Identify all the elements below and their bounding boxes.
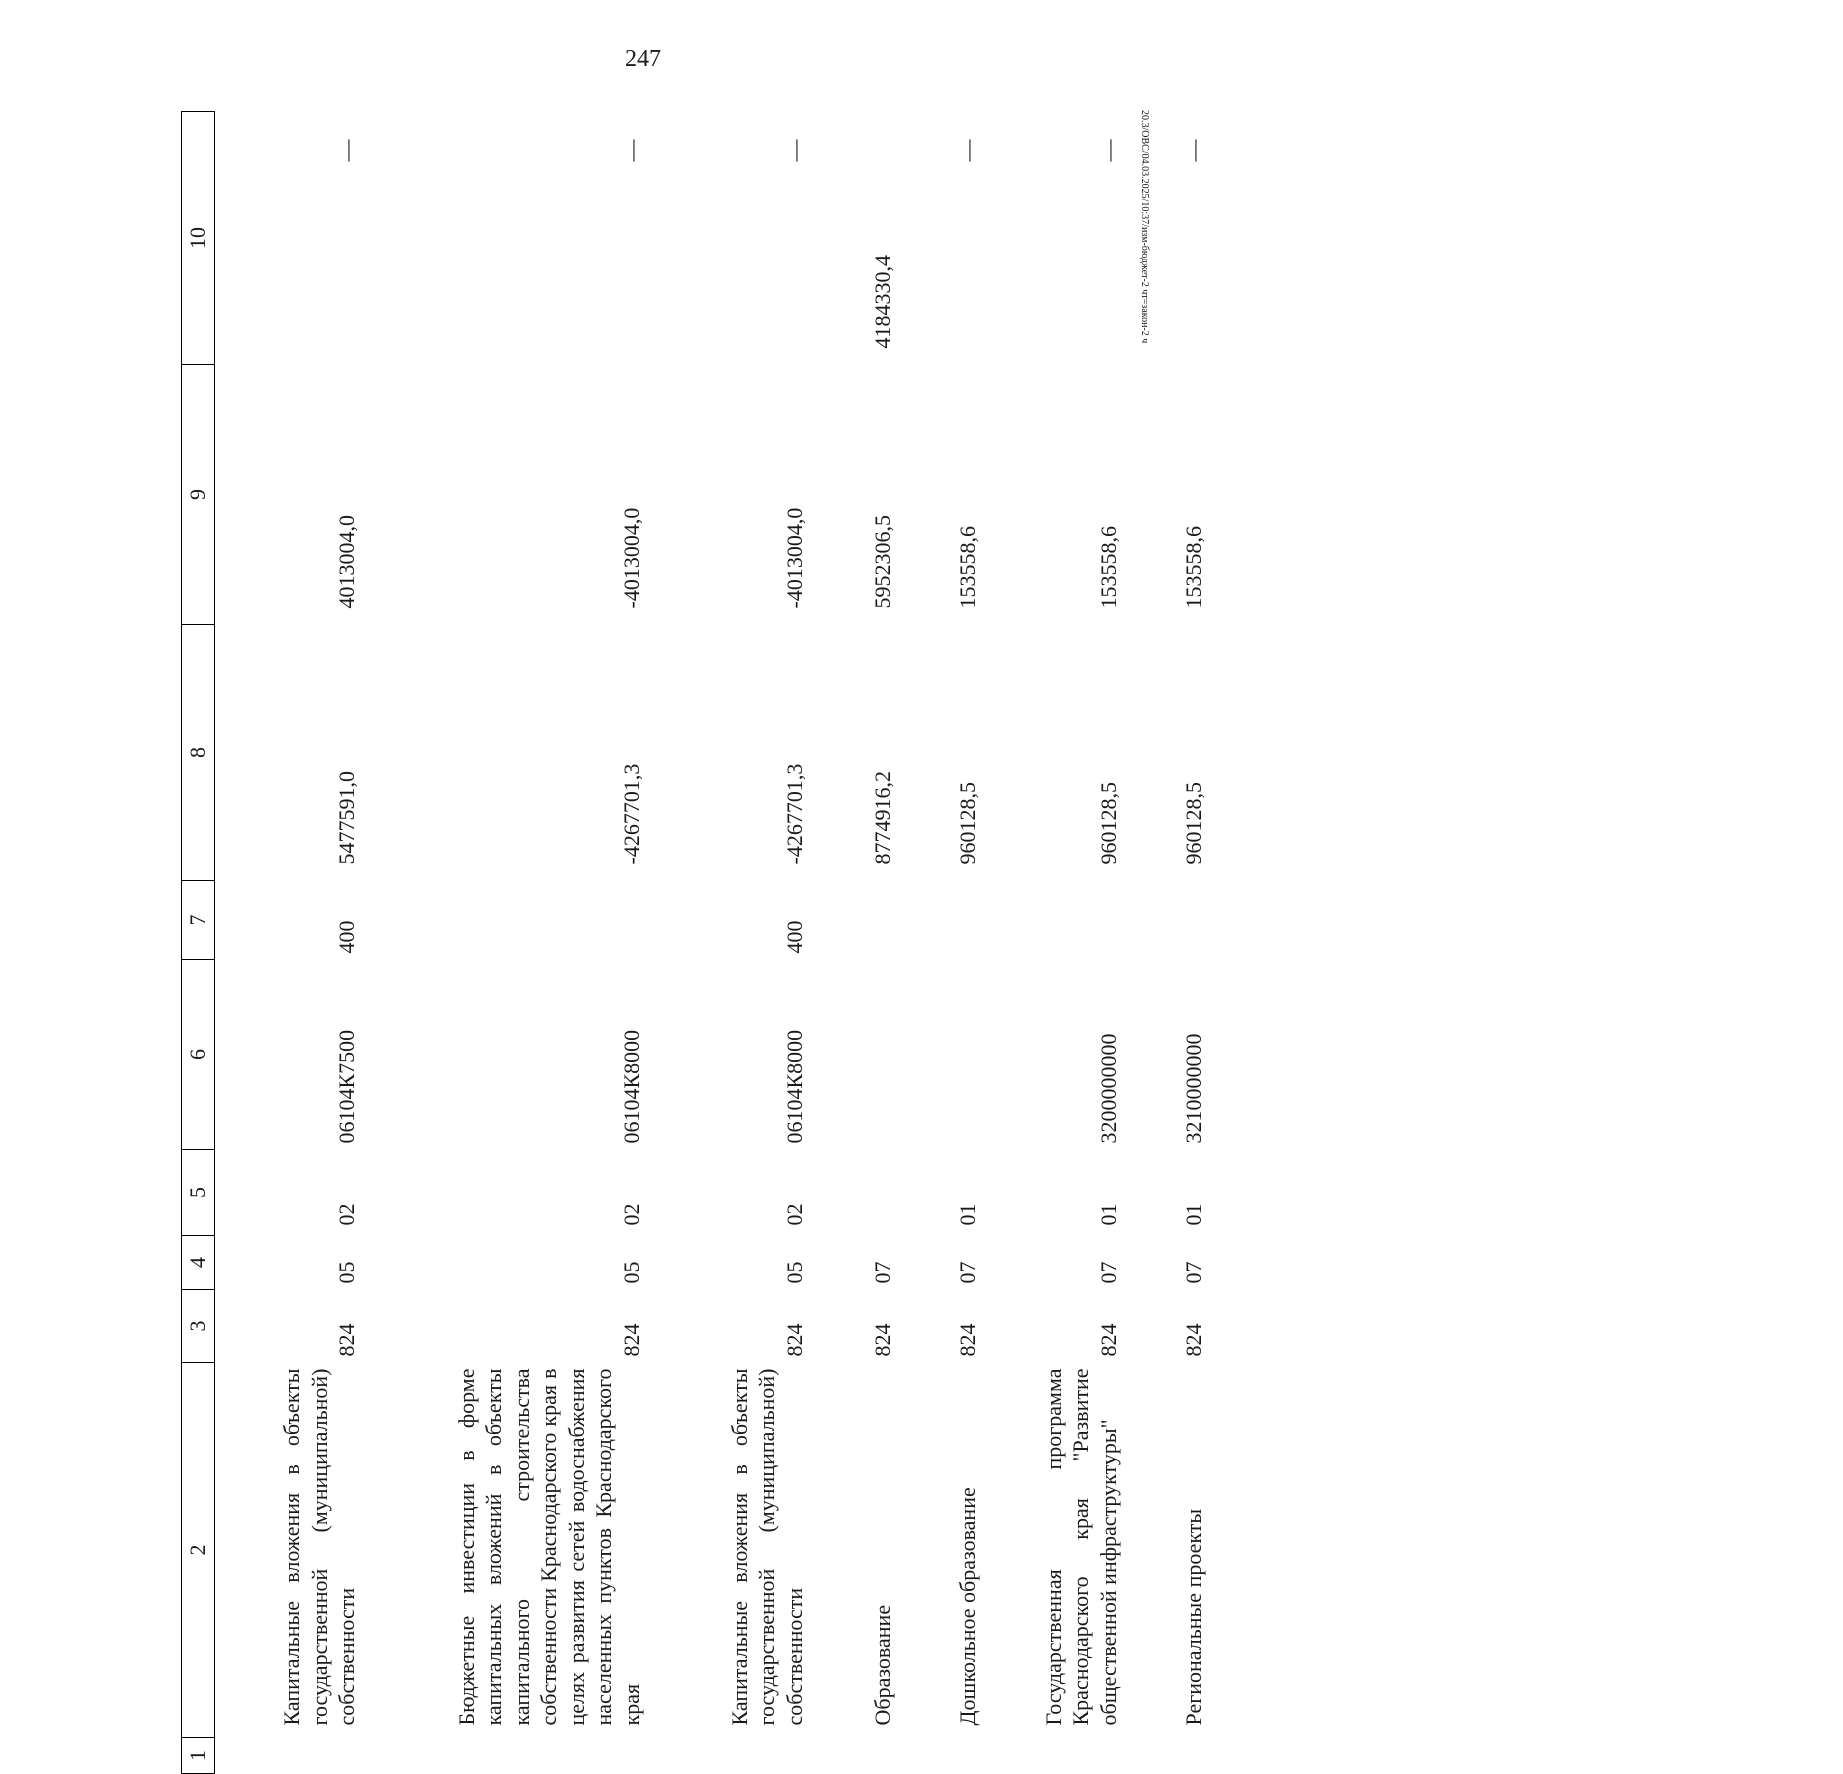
ministry-code: 824 [781,1323,807,1357]
row-number [659,1738,822,1774]
column-header: 7 [182,881,215,960]
amount-col8: 960128,5 [1180,782,1206,865]
subsection-code: 01 [954,1203,980,1226]
row-number [215,1738,375,1774]
table-row [215,112,375,1774]
table-row [1136,112,1221,1774]
ministry-code: 824 [334,1323,360,1357]
amount-col10: — [334,139,360,162]
amount-col8: -4267701,3 [781,763,807,865]
amount-col8: 960128,5 [954,782,980,865]
subsection-code: 02 [781,1203,807,1226]
section-code: 07 [1180,1261,1206,1284]
column-header: 4 [182,1236,215,1290]
table-row [995,112,1136,1774]
section-code: 05 [334,1261,360,1284]
subsection-code: 02 [334,1203,360,1226]
target-item-code: 3200000000 [1095,1033,1121,1144]
expense-type-code: 400 [334,920,360,954]
row-name: Региональные проекты [1180,1508,1206,1726]
ministry-code: 824 [869,1323,895,1357]
amount-col10: — [781,139,807,162]
target-item-code: 3210000000 [1180,1033,1206,1144]
subsection-code: 01 [1180,1203,1206,1226]
amount-col10: — [954,139,980,162]
amount-col10: — [1095,139,1121,162]
section-code: 05 [781,1261,807,1284]
column-header: 10 [182,112,215,365]
amount-col9: -4013004,0 [618,507,644,609]
target-item-code: 06104К8000 [618,1029,644,1144]
amount-col8: 8774916,2 [869,771,895,865]
row-name: Государственная программа Краснодарского края "Развитие общественной инфраструктуры" [1040,1368,1121,1726]
ministry-code: 824 [954,1323,980,1357]
row-number [822,1738,910,1774]
target-item-code [910,960,995,1150]
row-name: Образование [869,1604,895,1726]
row-name: Капитальные вложения в объекты государственной (муниципальной) собственности [279,1368,360,1726]
column-header: 3 [182,1290,215,1363]
amount-col9: 153558,6 [1095,526,1121,609]
section-code: 07 [954,1261,980,1284]
row-name: Дошкольное образование [954,1487,980,1726]
ministry-code: 824 [1180,1323,1206,1357]
column-header: 5 [182,1150,215,1236]
row-number [375,1738,659,1774]
table-row [910,112,995,1774]
table-row [659,112,822,1774]
amount-col9: -4013004,0 [781,507,807,609]
row-number [995,1738,1136,1774]
amount-col9: 153558,6 [954,526,980,609]
row-name: Бюджетные инвестиции в форме капитальных вложений в объекты капитального строительства собственности Краснодарского края в целях развития сетей водоснабжения населенных пунктов Краснодарского края [453,1368,644,1726]
expense-type-code [1136,881,1221,960]
subsection-code [822,1150,910,1236]
row-name: Капитальные вложения в объекты государственной (муниципальной) собственности [726,1368,807,1726]
ministry-code: 824 [1095,1323,1121,1357]
expense-type-code: 400 [781,920,807,954]
row-number [910,1738,995,1774]
amount-col8: -4267701,3 [618,763,644,865]
ministry-code: 824 [618,1323,644,1357]
budget-table [181,111,1221,1774]
column-header: 9 [182,365,215,625]
amount-col10: — [618,139,644,162]
section-code: 07 [1095,1261,1121,1284]
section-code: 05 [618,1261,644,1284]
page-number: 247 [625,46,661,72]
target-item-code: 06104К7500 [334,1029,360,1144]
target-item-code: 06104К8000 [781,1029,807,1144]
table-header-row [182,112,215,1774]
amount-col9: 5952306,5 [869,515,895,609]
target-item-code [822,960,910,1150]
amount-col8: 960128,5 [1095,782,1121,865]
document-footer-code: 20.3/OBC/04.03.2025/10:37/изм-бюджет-2 чт=закон-2 ч [1139,110,1150,344]
table-row [822,112,910,1774]
column-header: 1 [182,1738,215,1774]
amount-col9: 153558,6 [1180,526,1206,609]
amount-col8: 5477591,0 [334,771,360,865]
expense-type-code [822,881,910,960]
column-header: 6 [182,960,215,1150]
subsection-code: 01 [1095,1203,1121,1226]
section-code: 07 [869,1261,895,1284]
column-header: 8 [182,625,215,881]
subsection-code: 02 [618,1203,644,1226]
amount-col10: — [1180,139,1206,162]
amount-col9: 4013004,0 [334,515,360,609]
expense-type-code [910,881,995,960]
table-row [375,112,659,1774]
expense-type-code [375,881,659,960]
amount-col10: 4184330,4 [869,255,895,349]
column-header: 2 [182,1363,215,1738]
row-number [1136,1738,1221,1774]
expense-type-code [995,881,1136,960]
